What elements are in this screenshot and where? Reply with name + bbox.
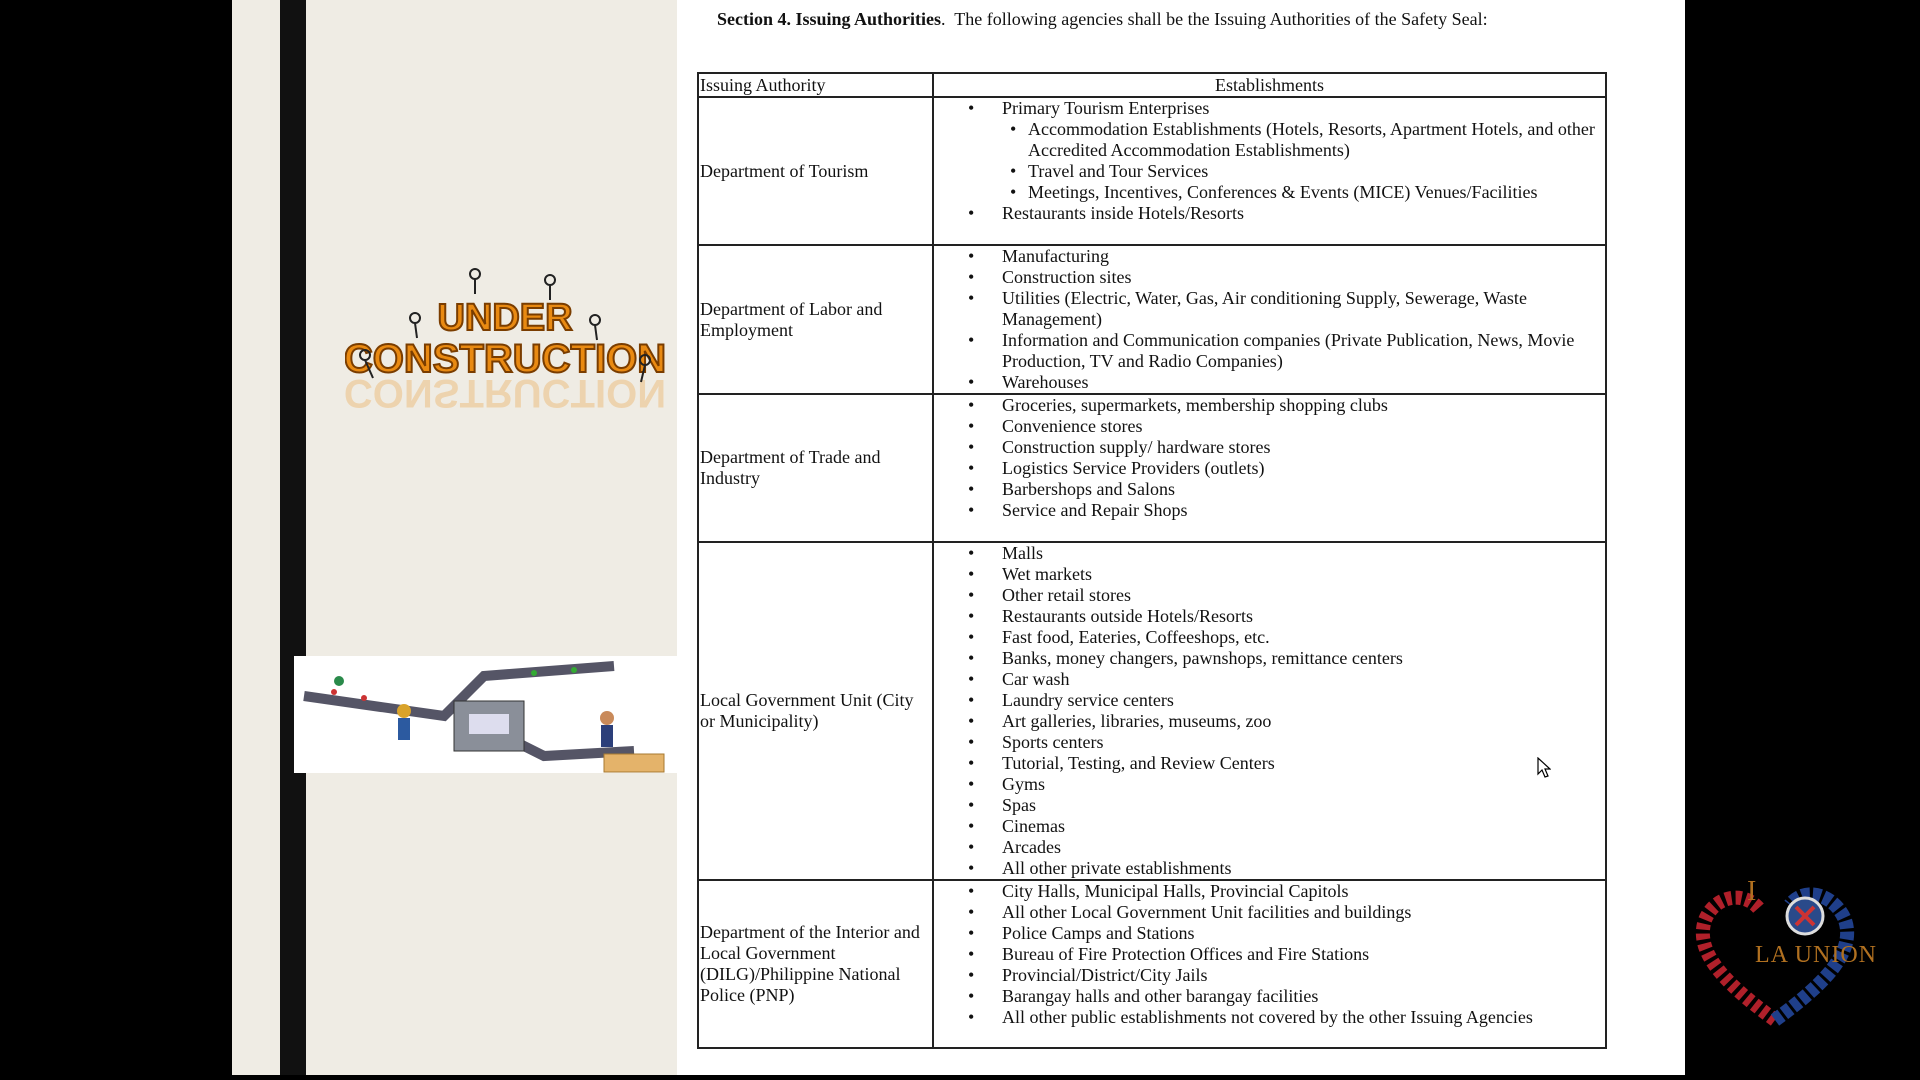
- list-item: • Information and Communication companies (Private Publication, News, Movie Production, TV and Radio Companies): [934, 330, 1605, 372]
- list-item: • Groceries, supermarkets, membership shopping clubs: [934, 395, 1605, 416]
- header-establishments: Establishments: [933, 73, 1606, 97]
- list-item: • Laundry service centers: [934, 690, 1605, 711]
- list-item: • Gyms: [934, 774, 1605, 795]
- authority-cell: Department of Labor and Employment: [698, 245, 933, 394]
- authority-cell: Department of Tourism: [698, 97, 933, 245]
- authority-cell: Department of the Interior and Local Government (DILG)/Philippine National Police (PNP): [698, 880, 933, 1048]
- table-row: [698, 97, 1606, 245]
- watermark-la-union: LA UNION: [1755, 942, 1877, 968]
- svg-text:CONSTRUCTION: CONSTRUCTION: [345, 371, 667, 415]
- list-item: • All other Local Government Unit facilities and buildings: [934, 902, 1605, 923]
- header-issuing-authority: Issuing Authority: [698, 73, 933, 97]
- list-item: • Convenience stores: [934, 416, 1605, 437]
- list-item: • Restaurants inside Hotels/Resorts: [934, 203, 1605, 224]
- list-item: • Malls: [934, 543, 1605, 564]
- list-item: • Spas: [934, 795, 1605, 816]
- list-item: • Car wash: [934, 669, 1605, 690]
- list-item: • All other public establishments not covered by the other Issuing Agencies: [934, 1007, 1605, 1028]
- list-item: • Utilities (Electric, Water, Gas, Air conditioning Supply, Sewerage, Waste Management): [934, 288, 1605, 330]
- la-union-watermark: [1690, 870, 1890, 1030]
- list-item: • Warehouses: [934, 372, 1605, 393]
- list-item: • Construction sites: [934, 267, 1605, 288]
- construction-text: CONSTRUCTION: [345, 337, 667, 381]
- watermark-i: I: [1747, 876, 1757, 907]
- list-item: • Barangay halls and other barangay facilities: [934, 986, 1605, 1007]
- establishments-cell: [933, 394, 1606, 542]
- sub-list-item: • Accommodation Establishments (Hotels, Resorts, Apartment Hotels, and other Accredited Accommodation Establishments): [1002, 119, 1605, 161]
- section-title: Section 4. Issuing Authorities: [717, 9, 942, 29]
- list-item: • Cinemas: [934, 816, 1605, 837]
- issuing-authorities-table: [697, 72, 1607, 1049]
- document-page: [700, 0, 1685, 1075]
- table-row: [698, 880, 1606, 1048]
- factory-illustration: [294, 656, 677, 773]
- list-item: • Provincial/District/City Jails: [934, 965, 1605, 986]
- section-intro: The following agencies shall be the Issuing Authorities of the Safety Seal:: [954, 9, 1488, 29]
- establishments-cell: [933, 880, 1606, 1048]
- list-item: • Service and Repair Shops: [934, 500, 1605, 521]
- establishments-cell: [933, 245, 1606, 394]
- list-item: • Tutorial, Testing, and Review Centers: [934, 753, 1605, 774]
- list-item: • Logistics Service Providers (outlets): [934, 458, 1605, 479]
- list-item: • Bureau of Fire Protection Offices and Fire Stations: [934, 944, 1605, 965]
- list-item: • Police Camps and Stations: [934, 923, 1605, 944]
- list-item: • Other retail stores: [934, 585, 1605, 606]
- authority-cell: Local Government Unit (City or Municipality): [698, 542, 933, 880]
- under-construction-icon: [345, 260, 667, 430]
- list-item: • Art galleries, libraries, museums, zoo: [934, 711, 1605, 732]
- left-stripe: [280, 0, 306, 1075]
- under-construction-illustration: [345, 260, 667, 430]
- list-item: • Construction supply/ hardware stores: [934, 437, 1605, 458]
- section-heading: Section 4. Issuing Authorities. The following agencies shall be the Issuing Authorities of the Safety Seal:: [717, 9, 1488, 29]
- mouse-cursor-icon: [1537, 757, 1551, 779]
- establishments-cell: [933, 97, 1606, 245]
- list-item: [934, 98, 1605, 203]
- table-header-row: [698, 73, 1606, 97]
- table-row: [698, 542, 1606, 880]
- slide: [232, 0, 1685, 1075]
- list-item: • Manufacturing: [934, 246, 1605, 267]
- sub-list-item: • Travel and Tour Services: [1002, 161, 1605, 182]
- table-row: [698, 245, 1606, 394]
- list-item: • City Halls, Municipal Halls, Provincial Capitols: [934, 881, 1605, 902]
- left-panel: [232, 0, 677, 1075]
- list-item: • Restaurants outside Hotels/Resorts: [934, 606, 1605, 627]
- establishments-cell: [933, 542, 1606, 880]
- list-item-text: Primary Tourism Enterprises: [1002, 98, 1210, 118]
- under-text: UNDER: [437, 297, 573, 339]
- list-item: • Arcades: [934, 837, 1605, 858]
- list-item: • Barbershops and Salons: [934, 479, 1605, 500]
- list-item: • All other private establishments: [934, 858, 1605, 879]
- list-item: • Banks, money changers, pawnshops, remittance centers: [934, 648, 1605, 669]
- authority-cell: Department of Trade and Industry: [698, 394, 933, 542]
- sub-list-item: • Meetings, Incentives, Conferences & Events (MICE) Venues/Facilities: [1002, 182, 1605, 203]
- list-item: • Sports centers: [934, 732, 1605, 753]
- assembly-line-icon: [294, 656, 677, 773]
- list-item: • Wet markets: [934, 564, 1605, 585]
- list-item: • Fast food, Eateries, Coffeeshops, etc.: [934, 627, 1605, 648]
- table-row: [698, 394, 1606, 542]
